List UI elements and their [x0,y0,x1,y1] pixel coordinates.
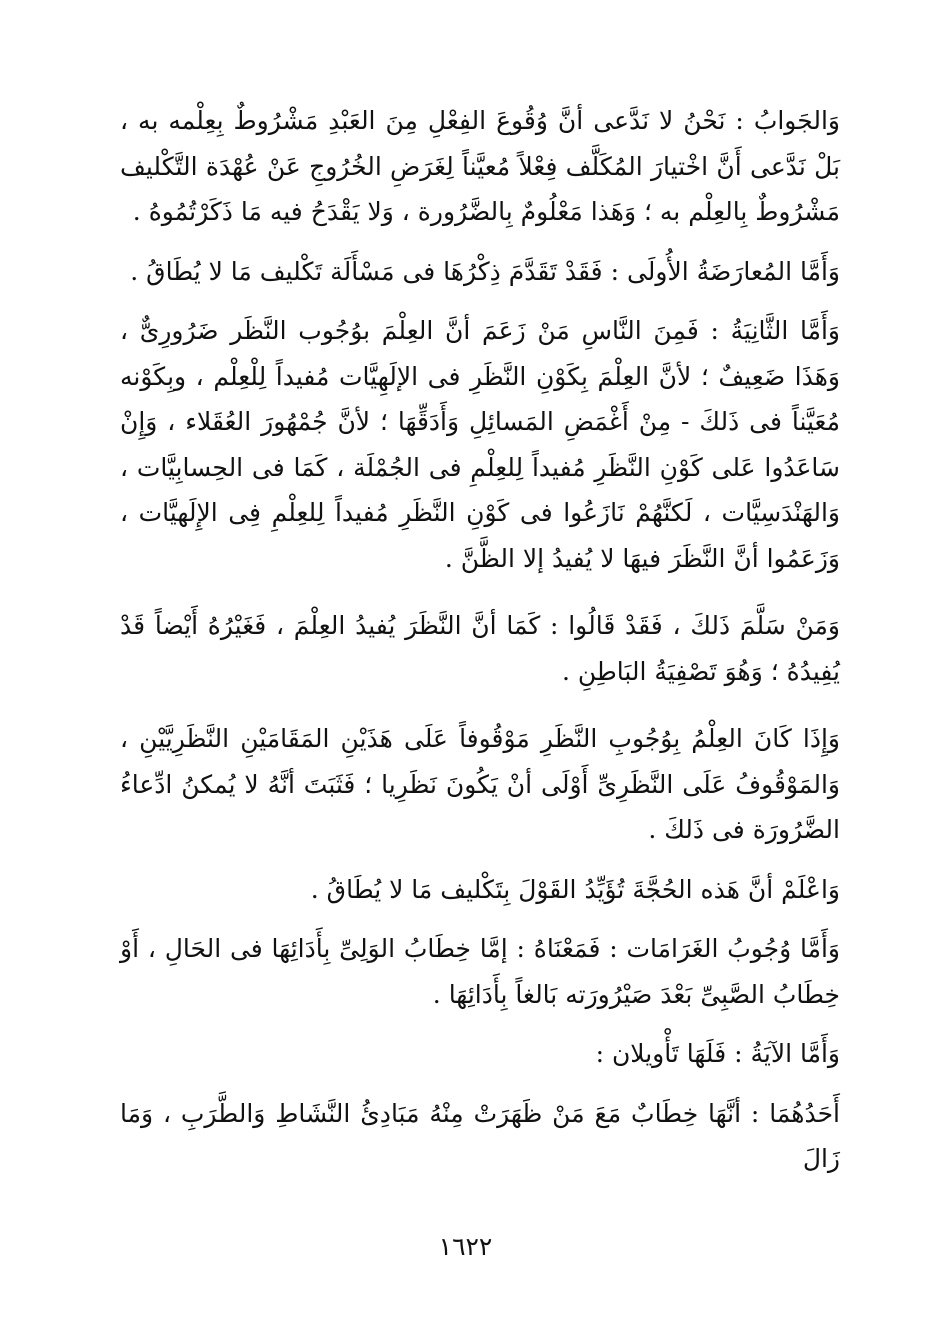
paragraph-answer: وَالجَوابُ : نَحْنُ لا نَدَّعى أنَّ وُقُوعَ الفِعْلِ مِنَ العَبْدِ مَشْرُوطٌ بِعِلْمه به ، بَلْ نَدَّعى أَنَّ اخْتيارَ المُكَلَّف فِعْلاً مُعيَّناً لِغَرَضِ الخُرُوجِ عَنْ عُهْدَة التَّكْليف مَشْرُوطٌ بِالعِلْم به ؛ وَهَذا مَعْلُومٌ بِالضَّرُورة ، وَلا يَقْدَحُ فيه مَا ذَكَرْتُمُوهُ . [120,106,840,226]
paragraph-know-that: وَاعْلَمْ أنَّ هَذه الحُجَّةَ تُؤَيِّدُ القَوْلَ بِتَكْليف مَا لا يُطَاقُ . [310,874,840,904]
paragraph-speculation: وَإِذَا كَانَ العِلْمُ بِوُجُوبِ النَّظَرِ مَوْقُوفاً عَلَى هَذَيْنِ المَقَامَيْنِ النَّظَرِيَّيْنِ ، وَالمَوْقُوفُ عَلَى النَّظَرِىِّ أَوْلَى أنْ يَكُونَ نَظَرِيا ؛ فَثَبَتَ أنَّهُ لا يُمكنُ ادِّعاءُ الضَّرُورَة فى ذَلكَ . [120,724,840,844]
paragraph-first-objection: وَأَمَّا المُعارَضَةُ الأُولَى : فَقَدْ تَقَدَّمَ ذِكْرُهَا فى مَسْأَلَة تَكْليف مَا لا يُطَاقُ . [130,256,840,286]
page-number: ١٦٢٢ [438,1232,493,1261]
paragraph-fines: وَأَمَّا وُجُوبُ الغَرَامَات : فَمَعْنَاهُ : إمَّا خِطَابُ الوَلِىِّ بِأَدَائِهَا فى الحَالِ ، أَوْ خِطَابُ الصَّبِىِّ بَعْدَ صَيْرُورَته بَالغاً بِأَدَائِهَا . [120,934,840,1009]
body-text [120,98,840,1196]
paragraph-second-objection: وَأَمَّا الثَّانِيَةُ : فَمِنَ النَّاسِ مَنْ زَعَمَ أنَّ العِلْمَ بوُجُوب النَّظَر ضَرُورِىٌّ ، وَهَذَا ضَعِيفٌ ؛ لأنَّ العِلْمَ بِكَوْنِ النَّظَرِ فى الإلَهِيَّات مُفيداً لِلْعِلْم ، وبِكَوْنه مُعَيَّناً فى ذَلكَ - مِنْ أَغْمَضِ المَسائِلِ وَأَدَقِّهَا ؛ لأنَّ جُمْهُورَ العُقَلاء ، وَإِنْ سَاعَدُوا عَلى كَوْنِ النَّظَرِ مُفيداً لِلعِلْمِ فى الجُمْلَة ، كَمَا فى الحِسابِيَّات ، وَالهَنْدَسِيَّات ، لَكنَّهُمْ نَازَعُوا فى كَوْنِ النَّظَرِ مُفيداً لِلعِلْمِ فِى الإِلَهيَّات ، وَزَعَمُوا أنَّ النَّظَرَ فيهَا لا يُفيدُ إلا الظَّنَّ . [120,316,840,573]
paragraph-first-interpretation: أَحَدُهُمَا : أنَّهَا خِطَابٌ مَعَ مَنْ ظَهَرَتْ مِنْهُ مَبَادِئُ النَّشَاطِ وَالطَّرَبِ ، وَمَا زَالَ [120,1098,840,1173]
paragraph-purification: وَمَنْ سَلَّمَ ذَلكَ ، فَقَدْ قَالُوا : كَمَا أنَّ النَّظَرَ يُفيدُ العِلْمَ ، فَغَيْرُهُ أَيْضاً قَدْ يُفِيدُهُ ؛ وَهُوَ تَصْفِيَةُ البَاطِنِ . [120,611,840,686]
paragraph-verse: وَأَمَّا الآيَةُ : فَلَهَا تَأْويلان : [595,1039,840,1068]
